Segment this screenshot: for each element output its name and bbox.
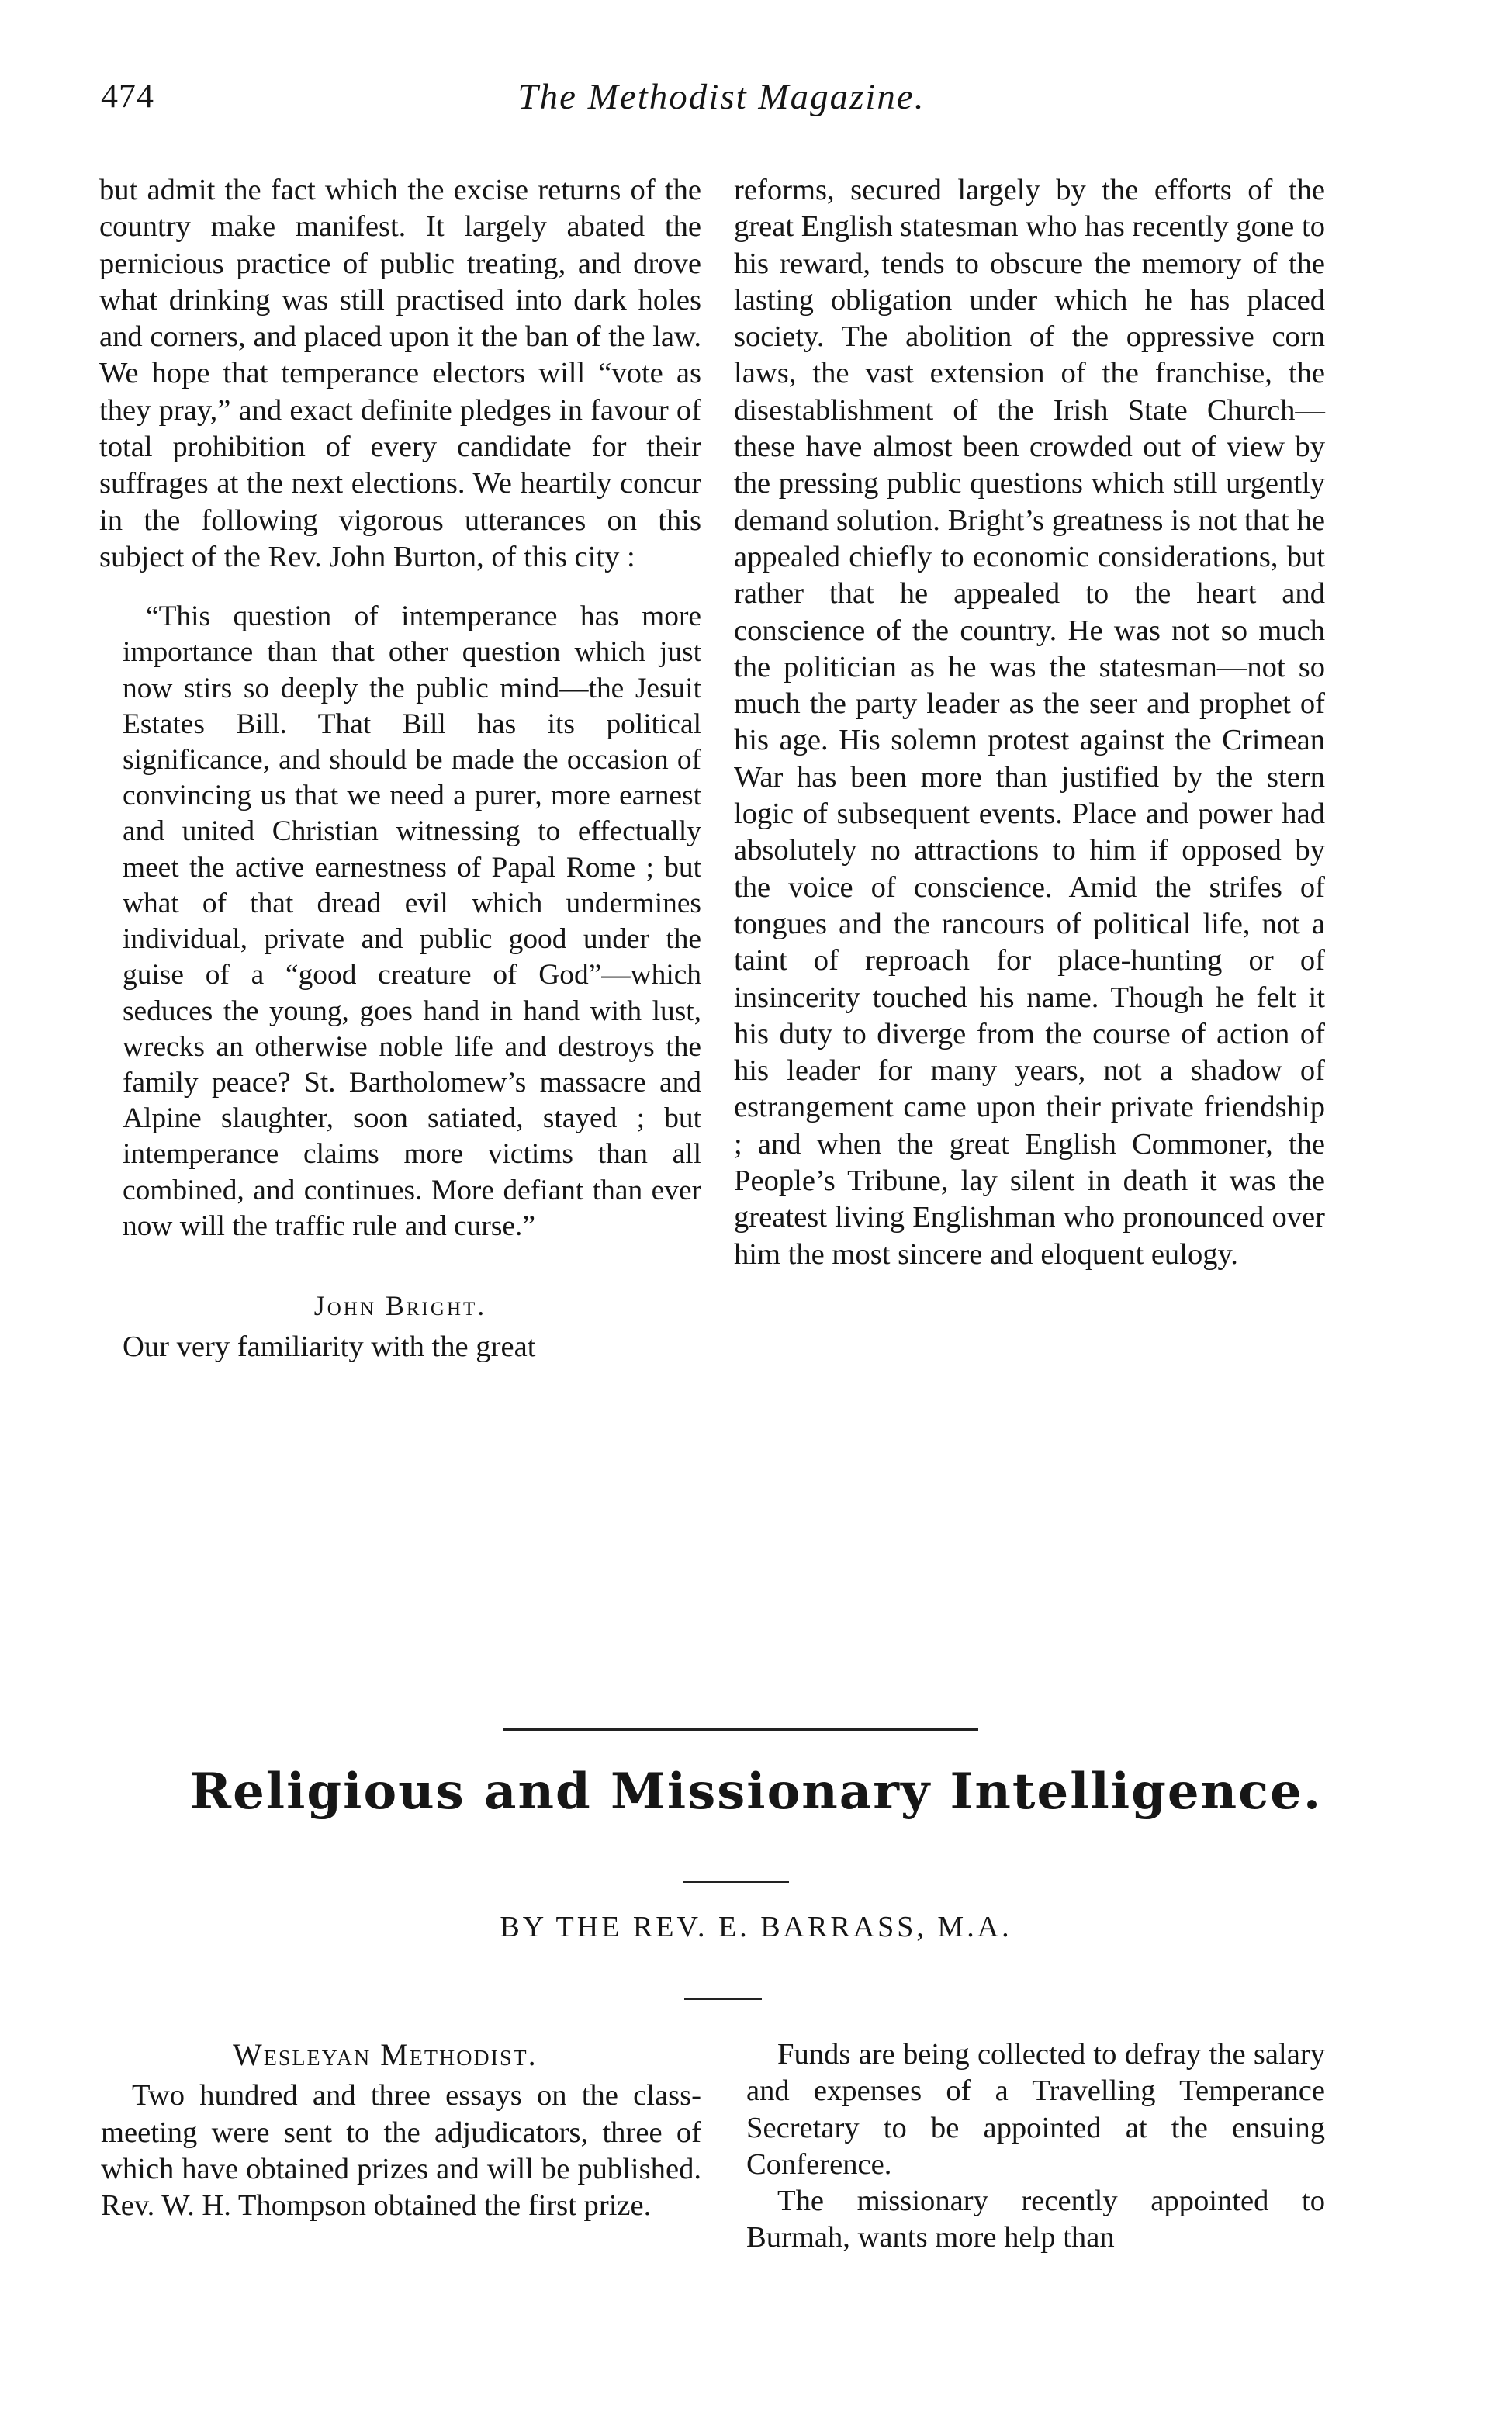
right-paragraph-1: reforms, secured largely by the efforts of the great English statesman who has recently gone to his reward, tends to obscure the memory of the lasting obligation under which he has placed society. The abolition of the oppressive corn laws, the vast extension of the franchise, the disestablishment of the Irish State Church—these have almost been crowded out of view by the pressing public questions which still urgently demand solution. Bright’s greatness is not that he appealed chiefly to economic considerations, but rather that he appealed to the heart and conscience of the country. He was not so much the politician as he was the statesman—not so much the party leader as the seer and prophet of his age. His solemn protest against the Crimean War has been more than justified by the stern logic of subsequent events. Place and power had absolutely no attractions to him if opposed by the voice of conscience. Amid the strifes of tongues and the rancours of political life, not a taint of reproach for place-hunting or of insincerity touched his name. Though he felt it his duty to diverge from the course of action of his leader for many years, not a shadow of estrangement came upon their private friendship ; and when the great English Commoner, the People’s Tribune, lay silent in death it was the greatest living Englishman who pronounced over him the most sincere and eloquent eulogy. xyxy=(734,174,1325,1271)
page-header xyxy=(101,76,1342,130)
subsection-heading: Wesleyan Methodist. xyxy=(233,2037,538,2072)
left-paragraph-1: but admit the fact which the excise returns of the country make manifest. It largely abated the pernicious practice of public treating, and drove what drinking was still practised into dark holes and corners, and placed upon it the ban of the law. We hope that temperance electors will “vote as they pray,” and exact definite pledges in favour of total prohibition of every candidate for their suffrages at the next elections. We heartily concur in the following vigorous utterances on this subject of the Rev. John Burton, of this city : xyxy=(99,174,701,573)
burton-quote: “This question of intemperance has more importance than that other question which just now stirs so deeply the public mind—the Jesuit Estates Bill. That Bill has its political significance, and should be made the occasion of convincing us that we need a purer, more earnest and united Christian witnessing to effectually meet the active earnestness of Papal Rome ; but what of that dread evil which undermines individual, private and public good under the guise of a “good creature of God”—which seduces the young, goes hand in hand with lust, wrecks an otherwise noble life and destroys the family peace? St. Bartholomew’s massacre and Alpine slaughter, soon satiated, stayed ; but intemperance claims more victims than all combined, and continues. More defiant than ever now will the traffic rule and curse.” xyxy=(123,600,701,1242)
right-column xyxy=(734,172,1325,1273)
quote-signature: John Bright. xyxy=(313,1289,487,1321)
section-title: Religious and Missionary Intelligence. xyxy=(189,1763,1323,1821)
section-byline: BY THE REV. E. BARRASS, M.A. xyxy=(500,1911,1012,1943)
bottom-right-column xyxy=(746,2036,1325,2257)
title-underline-rule xyxy=(683,1881,789,1883)
byline-dash-rule xyxy=(684,1998,762,2000)
left-column xyxy=(99,172,701,1366)
essays-paragraph: Two hundred and three essays on the class-meeting were sent to the adjudicators, three of which have obtained prizes and will be published. Rev. W. H. Thompson obtained the first prize. xyxy=(101,2079,701,2223)
left-paragraph-2: Our very familiarity with the great xyxy=(123,1330,536,1364)
bottom-left-column xyxy=(101,2036,701,2224)
funds-paragraph: Funds are being collected to defray the salary and expenses of a Travelling Temperance Secretary to be appointed at the ensuing Conference. xyxy=(746,2038,1325,2181)
running-head: The Methodist Magazine. xyxy=(517,77,926,117)
section-divider-rule xyxy=(503,1728,978,1731)
missionary-paragraph: The missionary recently appointed to Burmah, wants more help than xyxy=(746,2185,1325,2254)
page-number: 474 xyxy=(101,77,154,115)
